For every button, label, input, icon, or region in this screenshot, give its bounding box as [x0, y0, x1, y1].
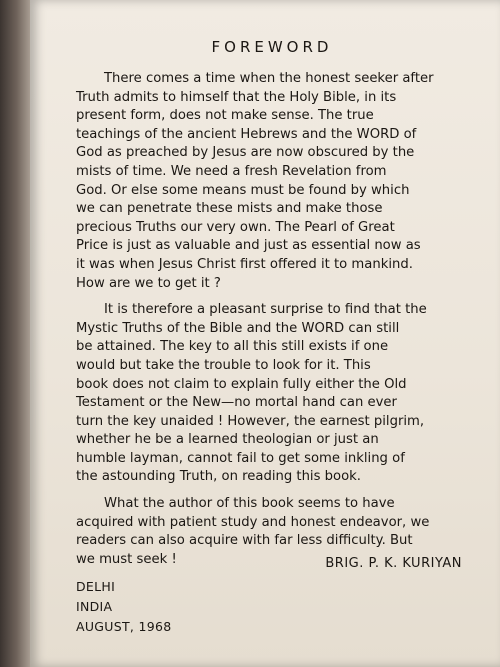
- text-line: present form, does not make sense. The true: [76, 108, 374, 124]
- paragraph-1: [76, 70, 468, 293]
- signature-name: BRIG. P. K. KURIYAN: [325, 555, 462, 571]
- paragraph-2: [76, 301, 468, 487]
- page-title: FOREWORD: [211, 38, 333, 56]
- text-line: Truth admits to himself that the Holy Bible, in its: [76, 89, 397, 105]
- book-page: [30, 0, 500, 667]
- text-line: What the author of this book seems to have: [104, 496, 395, 512]
- closing-row: [76, 551, 468, 570]
- closing-line: we must seek !: [76, 551, 177, 567]
- text-line: it was when Jesus Christ first offered it to mankind.: [76, 256, 413, 272]
- text-line: we can penetrate these mists and make those: [76, 201, 383, 217]
- text-line: would but take the trouble to look for it. This: [76, 357, 371, 373]
- text-line: How are we to get it ?: [76, 275, 221, 291]
- text-line: Mystic Truths of the Bible and the WORD can still: [76, 320, 400, 336]
- paragraph-3: [76, 495, 468, 551]
- text-line: precious Truths our very own. The Pearl of Great: [76, 219, 395, 235]
- text-line: acquired with patient study and honest endeavor, we: [76, 514, 430, 530]
- place-date-block: [76, 577, 468, 637]
- text-line: humble layman, cannot fail to get some inkling of: [76, 450, 405, 466]
- text-line: be attained. The key to all this still exists if one: [76, 339, 389, 355]
- text-line: book does not claim to explain fully either the Old: [76, 376, 407, 392]
- place-city: DELHI: [76, 579, 116, 595]
- text-line: turn the key unaided ! However, the earnest pilgrim,: [76, 413, 425, 429]
- text-line: Price is just as valuable and just as essential now as: [76, 238, 421, 254]
- place-date: AUGUST, 1968: [76, 619, 172, 635]
- text-line: God. Or else some means must be found by which: [76, 182, 410, 198]
- text-line: readers can also acquire with far less difficulty. But: [76, 533, 413, 549]
- text-line: the astounding Truth, on reading this book.: [76, 469, 361, 485]
- book-spine: [0, 0, 30, 667]
- page-content: [76, 38, 468, 637]
- text-line: whether he be a learned theologian or just an: [76, 432, 379, 448]
- place-country: INDIA: [76, 599, 113, 615]
- text-line: It is therefore a pleasant surprise to find that the: [104, 302, 427, 318]
- text-line: There comes a time when the honest seeker after: [104, 71, 434, 86]
- text-line: mists of time. We need a fresh Revelation from: [76, 163, 387, 179]
- text-line: Testament or the New—no mortal hand can ever: [76, 395, 397, 411]
- text-line: God as preached by Jesus are now obscured by the: [76, 145, 415, 161]
- text-line: teachings of the ancient Hebrews and the WORD of: [76, 126, 417, 142]
